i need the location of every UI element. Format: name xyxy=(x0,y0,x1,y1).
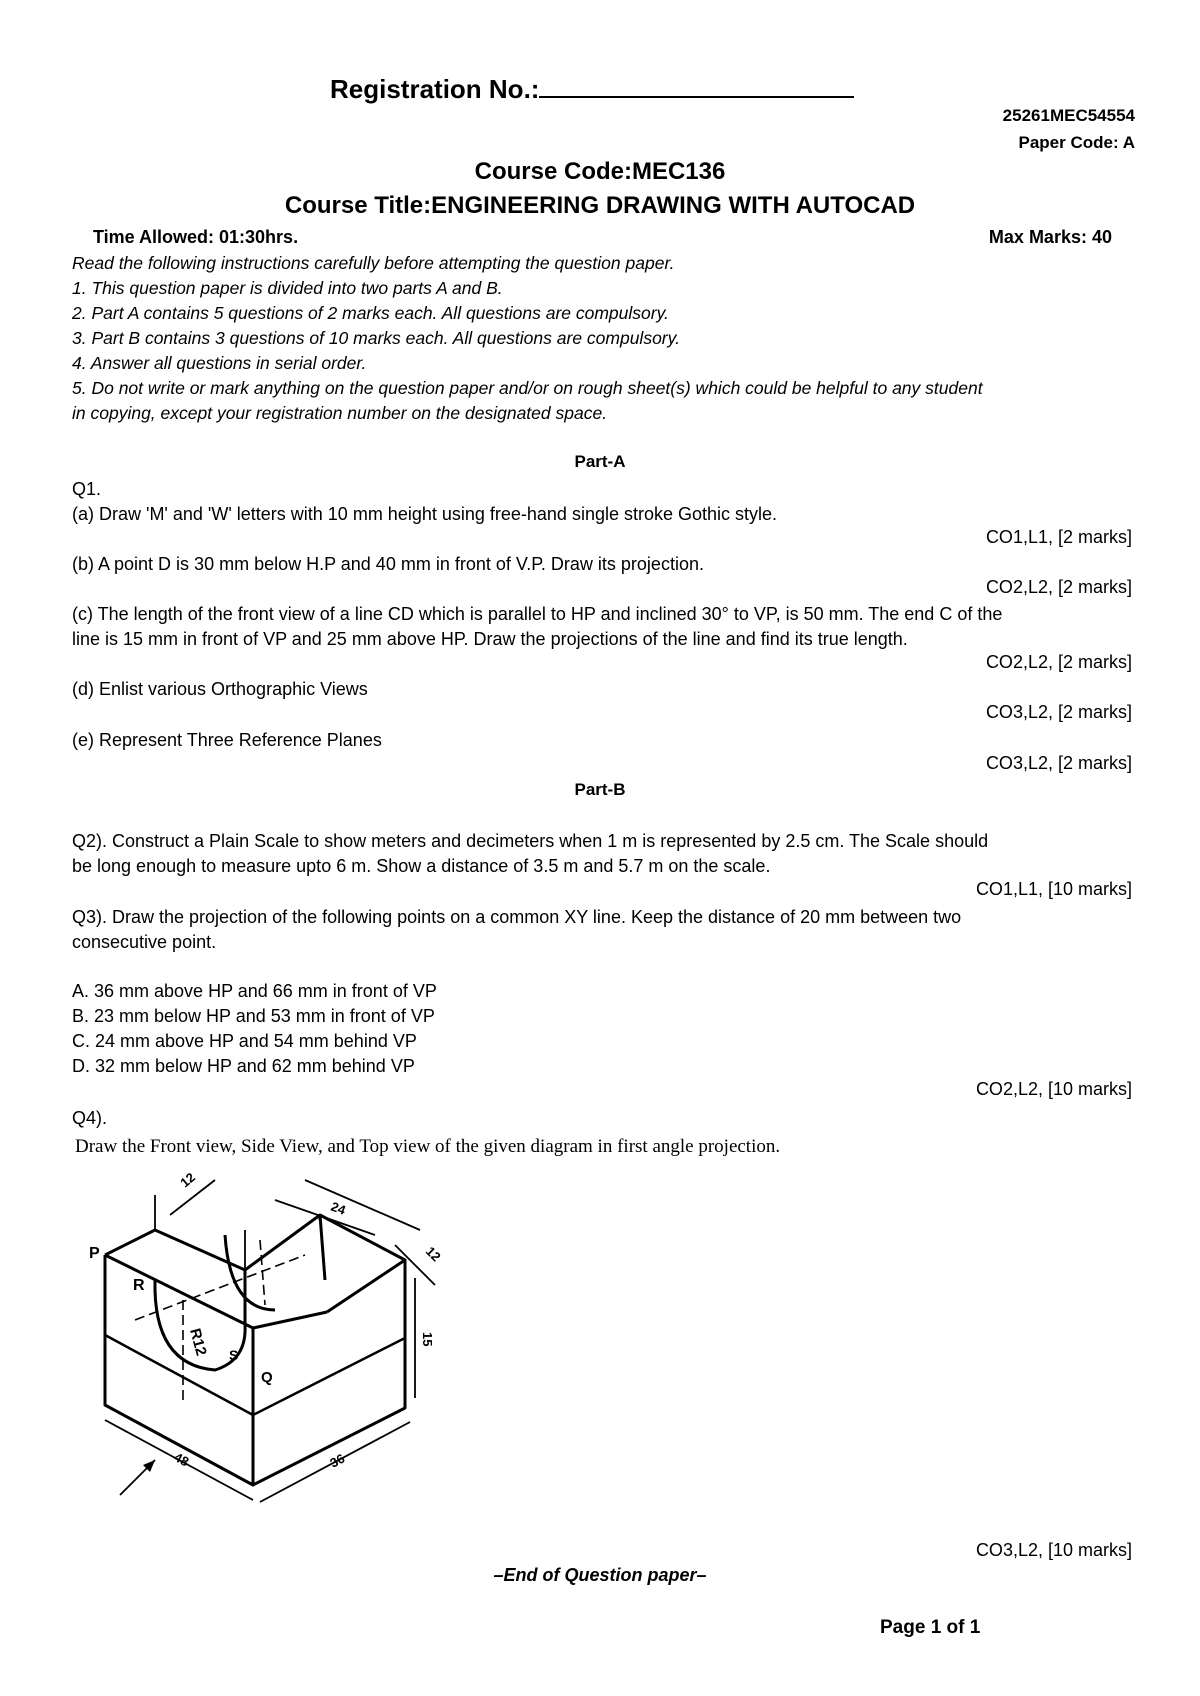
part-b-title: Part-B xyxy=(574,780,626,799)
label-dim-48: 48 xyxy=(171,1449,192,1470)
label-dim-12b: 12 xyxy=(422,1243,444,1265)
q2-text-line2: be long enough to measure upto 6 m. Show a distance of 3.5 m and 5.7 m on the scale. xyxy=(72,856,771,876)
registration-blank-line xyxy=(539,72,854,98)
q1b-text: (b) A point D is 30 mm below H.P and 40 mm in front of V.P. Draw its projection. xyxy=(72,554,704,574)
diagram-step-line xyxy=(105,1335,405,1415)
instruction-line: 1. This question paper is divided into two parts A and B. xyxy=(72,278,503,298)
label-r: R xyxy=(133,1277,145,1294)
registration-label: Registration No.: xyxy=(330,74,540,104)
instruction-line: Read the following instructions carefully before attempting the question paper. xyxy=(72,253,675,273)
q4-label: Q4). xyxy=(72,1108,108,1128)
q1c-text-line1: (c) The length of the front view of a line CD which is parallel to HP and inclined 30° to VP, is 50 mm. The end C of the xyxy=(72,604,1003,624)
q3-text-line2: consecutive point. xyxy=(72,932,217,952)
q3-point-c: C. 24 mm above HP and 54 mm behind VP xyxy=(72,1031,417,1051)
q1e-text: (e) Represent Three Reference Planes xyxy=(72,730,382,750)
isometric-diagram xyxy=(75,1160,495,1520)
max-marks: Max Marks: 40 xyxy=(988,227,1112,247)
instruction-line: 5. Do not write or mark anything on the question paper and/or on rough sheet(s) which could be helpful to any student xyxy=(72,378,983,398)
q3-point-a: A. 36 mm above HP and 66 mm in front of VP xyxy=(72,981,437,1001)
q3-co: CO2,L2, [10 marks] xyxy=(975,1079,1132,1099)
paper-code: Paper Code: A xyxy=(1018,133,1135,152)
instruction-line: 3. Part B contains 3 questions of 10 marks each. All questions are compulsory. xyxy=(72,328,680,348)
time-allowed: Time Allowed: 01:30hrs. xyxy=(93,227,299,247)
page-number: Page 1 of 1 xyxy=(880,1617,981,1638)
q1d-co: CO3,L2, [2 marks] xyxy=(985,702,1132,722)
q4-caption: Draw the Front view, Side View, and Top view of the given diagram in first angle projection. xyxy=(75,1136,781,1157)
q2-co: CO1,L1, [10 marks] xyxy=(975,879,1132,899)
part-a-title: Part-A xyxy=(574,452,626,471)
paper-id: 25261MEC54554 xyxy=(1002,106,1135,125)
q1a-text: (a) Draw 'M' and 'W' letters with 10 mm height using free-hand single stroke Gothic style. xyxy=(72,504,778,524)
q1e-co: CO3,L2, [2 marks] xyxy=(985,753,1132,773)
course-code: Course Code:MEC136 xyxy=(474,158,726,185)
end-of-paper: –End of Question paper– xyxy=(493,1565,707,1585)
instruction-line: 2. Part A contains 5 questions of 2 marks each. All questions are compulsory. xyxy=(72,303,669,323)
q4-co: CO3,L2, [10 marks] xyxy=(975,1540,1132,1560)
label-dim-36: 36 xyxy=(327,1450,348,1471)
q3-text-line1: Q3). Draw the projection of the following points on a common XY line. Keep the distance of 20 mm between two xyxy=(72,907,962,927)
dim-line-24 xyxy=(275,1200,375,1235)
diagram-side-face xyxy=(253,1260,405,1485)
label-dim-12a: 12 xyxy=(177,1169,199,1191)
q1b-co: CO2,L2, [2 marks] xyxy=(985,577,1132,597)
q3-point-d: D. 32 mm below HP and 62 mm behind VP xyxy=(72,1056,415,1076)
q2-text-line1: Q2). Construct a Plain Scale to show meters and decimeters when 1 m is represented by 2.5 cm. The Scale should xyxy=(72,831,989,851)
instruction-line: in copying, except your registration number on the designated space. xyxy=(72,403,608,423)
course-title: Course Title:ENGINEERING DRAWING WITH AUTOCAD xyxy=(284,192,916,219)
q1-label: Q1. xyxy=(72,479,102,499)
q1c-co: CO2,L2, [2 marks] xyxy=(985,652,1132,672)
q1c-text-line2: line is 15 mm in front of VP and 25 mm above HP. Draw the projections of the line and find its true length. xyxy=(72,629,908,649)
diagram-back-curve xyxy=(225,1235,275,1310)
label-q: Q xyxy=(261,1369,273,1386)
q1a-co: CO1,L1, [2 marks] xyxy=(985,527,1132,547)
q1d-text: (d) Enlist various Orthographic Views xyxy=(72,679,368,699)
label-dim-15: 15 xyxy=(420,1332,435,1347)
label-s: S xyxy=(229,1347,239,1363)
label-dim-24: 24 xyxy=(328,1198,348,1218)
label-p: P xyxy=(89,1245,100,1262)
q3-point-b: B. 23 mm below HP and 53 mm in front of VP xyxy=(72,1006,435,1026)
label-r12: R12 xyxy=(186,1326,210,1358)
instruction-line: 4. Answer all questions in serial order. xyxy=(72,353,367,373)
registration-field xyxy=(330,72,854,105)
